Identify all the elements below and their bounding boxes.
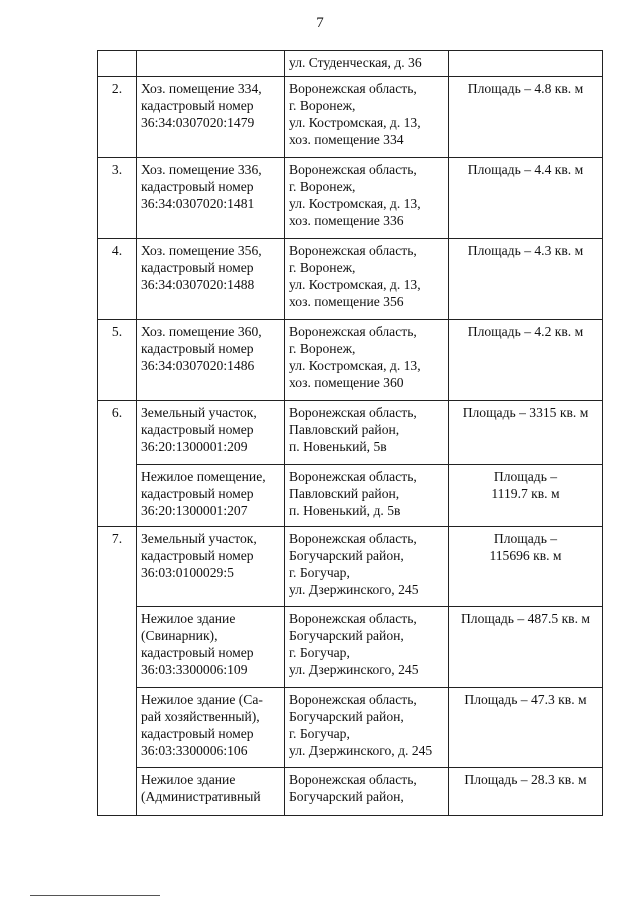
object-address [285,239,449,320]
object-address-line: Воронежская область, [289,324,417,339]
object-name-line: 36:34:0307020:1481 [141,196,255,211]
object-name-line: Земельный участок, [141,405,257,420]
object-name-line: Хоз. помещение 336, [141,162,262,177]
table-row [98,768,603,816]
table-row [98,401,603,465]
object-area [449,465,603,527]
object-address-line: ул. Костромская, д. 13, [289,277,421,292]
row-number [98,51,137,77]
object-name [137,527,285,607]
property-table-body [98,51,603,816]
object-name-line: Нежилое помещение, [141,469,266,484]
row-number [98,768,137,816]
object-name [137,77,285,158]
object-address-line: Богучарский район, [289,628,404,643]
object-address [285,77,449,158]
page-number: 7 [316,15,324,31]
object-area [449,688,603,768]
row-number: 4. [98,239,137,320]
object-address-line: Воронежская область, [289,243,417,258]
object-name-line: (Административный [141,789,261,804]
table-row [98,688,603,768]
property-table [97,50,603,816]
object-address [285,607,449,688]
object-address-line: ул. Костромская, д. 13, [289,196,421,211]
object-name-line: (Свинарник), [141,628,218,643]
object-address-line: ул. Дзержинского, 245 [289,582,419,597]
object-address-line: Павловский район, [289,422,400,437]
object-area-line: Площадь – 4.2 кв. м [467,324,584,339]
object-address-line: ул. Дзержинского, д. 245 [289,743,433,758]
object-name-line: кадастровый номер [141,98,254,113]
object-area [449,158,603,239]
object-address [285,51,449,77]
object-address-line: Богучарский район, [289,709,404,724]
object-name-line: Нежилое здание (Са- [141,692,263,707]
object-address-line: Воронежская область, [289,531,417,546]
object-name [137,607,285,688]
row-number [98,465,137,527]
row-number: 5. [98,320,137,401]
table-row [98,607,603,688]
object-address-line: Воронежская область, [289,611,417,626]
table-row [98,77,603,158]
row-number: 7. [98,527,137,607]
object-name-line: Нежилое здание [141,772,236,787]
object-area [449,51,603,77]
table-row [98,51,603,77]
object-name-line: кадастровый номер [141,486,254,501]
object-address [285,158,449,239]
object-address-line: п. Новенький, 5в [289,439,387,454]
object-name-line: кадастровый номер [141,548,254,563]
row-number: 2. [98,77,137,158]
object-area-line: Площадь – [493,531,558,546]
object-address-line: ул. Студенческая, д. 36 [289,55,422,70]
object-name [137,401,285,465]
object-address-line: п. Новенький, д. 5в [289,503,401,518]
object-address-line: г. Воронеж, [289,341,356,356]
object-name-line: Земельный участок, [141,531,257,546]
object-address [285,320,449,401]
object-address [285,688,449,768]
object-name-line: Хоз. помещение 360, [141,324,262,339]
object-address-line: Богучарский район, [289,548,404,563]
object-name [137,768,285,816]
object-address-line: Богучарский район, [289,789,404,804]
row-number: 3. [98,158,137,239]
object-area-line: 115696 кв. м [489,548,562,563]
table-row [98,465,603,527]
object-name-line: 36:20:1300001:209 [141,439,248,454]
object-name-line: кадастровый номер [141,260,254,275]
object-name-line: Хоз. помещение 356, [141,243,262,258]
object-area [449,401,603,465]
table-row [98,239,603,320]
object-area-line: Площадь – 3315 кв. м [462,405,589,420]
object-address-line: Воронежская область, [289,469,417,484]
object-address-line: г. Воронеж, [289,179,356,194]
object-name-line: кадастровый номер [141,422,254,437]
object-area-line: Площадь – [493,469,558,484]
object-name-line: кадастровый номер [141,179,254,194]
object-area [449,239,603,320]
object-name-line: Хоз. помещение 334, [141,81,262,96]
object-name-line: кадастровый номер [141,645,254,660]
object-name-line: 36:03:3300006:109 [141,662,248,677]
object-address-line: хоз. помещение 336 [289,213,404,228]
object-address-line: ул. Костромская, д. 13, [289,115,421,130]
object-address-line: Воронежская область, [289,772,417,787]
object-name [137,465,285,527]
object-name-line: 36:03:3300006:106 [141,743,248,758]
object-address-line: Воронежская область, [289,405,417,420]
object-address-line: Воронежская область, [289,81,417,96]
object-area-line: Площадь – 4.8 кв. м [467,81,584,96]
object-address-line: Воронежская область, [289,162,417,177]
object-address-line: хоз. помещение 356 [289,294,404,309]
object-name-line: 36:34:0307020:1486 [141,358,255,373]
object-area-line: 1119.7 кв. м [491,486,560,501]
object-name-line: 36:34:0307020:1479 [141,115,255,130]
object-address-line: хоз. помещение 334 [289,132,404,147]
object-address-line: г. Богучар, [289,726,350,741]
object-area-line: Площадь – 4.4 кв. м [467,162,584,177]
object-name [137,688,285,768]
object-area-line: Площадь – 487.5 кв. м [460,611,590,626]
object-area [449,527,603,607]
object-name-line: 36:34:0307020:1488 [141,277,255,292]
object-area-line: Площадь – 4.3 кв. м [467,243,584,258]
object-address [285,465,449,527]
row-number [98,688,137,768]
object-name [137,320,285,401]
row-number: 6. [98,401,137,465]
object-name-line: Нежилое здание [141,611,236,626]
object-address-line: Воронежская область, [289,692,417,707]
object-name-line: 36:03:0100029:5 [141,565,234,580]
object-address [285,768,449,816]
object-address-line: ул. Дзержинского, 245 [289,662,419,677]
table-row [98,527,603,607]
table-row [98,320,603,401]
object-address-line: г. Богучар, [289,645,350,660]
object-area [449,320,603,401]
object-area-line: Площадь – 28.3 кв. м [464,772,587,787]
object-name-line: 36:20:1300001:207 [141,503,248,518]
object-address-line: г. Богучар, [289,565,350,580]
object-address [285,527,449,607]
object-area [449,768,603,816]
object-address-line: г. Воронеж, [289,260,356,275]
object-name [137,51,285,77]
object-address-line: хоз. помещение 360 [289,375,404,390]
table-row [98,158,603,239]
object-name-line: кадастровый номер [141,341,254,356]
object-address-line: ул. Костромская, д. 13, [289,358,421,373]
object-address-line: Павловский район, [289,486,400,501]
object-area [449,77,603,158]
row-number [98,607,137,688]
object-name [137,239,285,320]
object-name [137,158,285,239]
object-name-line: кадастровый номер [141,726,254,741]
object-address-line: г. Воронеж, [289,98,356,113]
object-area-line: Площадь – 47.3 кв. м [464,692,587,707]
footnote-separator [30,895,160,896]
object-area [449,607,603,688]
object-address [285,401,449,465]
object-name-line: рай хозяйственный), [141,709,260,724]
